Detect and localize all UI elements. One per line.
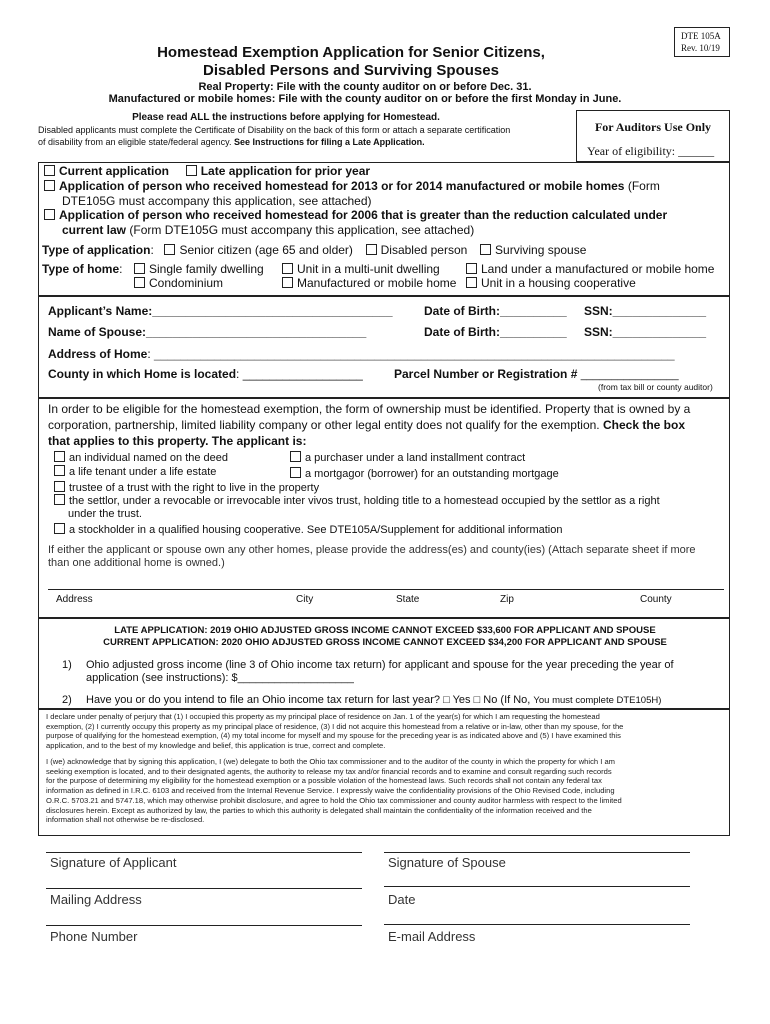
current-income-limit: CURRENT APPLICATION: 2020 OHIO ADJUSTED GROSS INCOME CANNOT EXCEED $34,200 FOR APPLICANT AND SPOUSE [103, 637, 667, 648]
applicant-name-row [48, 304, 393, 318]
ownership-intro-3: that applies to this property. The applicant is: [48, 434, 307, 448]
income-q2-row[interactable] [86, 694, 661, 706]
declaration-authority-line: seeking exemption is located, and to their designated agents, the authority to release my tax and/or financial records and to examine and consult regarding such records [46, 766, 612, 776]
income-q2-text: Have you or do you intend to file an Ohio income tax return for last year? □ Yes □ No (If No, [86, 694, 531, 706]
owner-purchaser-checkbox[interactable] [290, 451, 301, 462]
income-q2-note: You must complete DTE105H) [533, 695, 662, 706]
filing-manufactured: Manufactured or mobile homes: File with the county auditor on or before the first Monday in June. [108, 93, 622, 105]
owner-settlor[interactable] [54, 494, 660, 507]
multi-unit-label: Unit in a multi-unit dwelling [297, 262, 440, 276]
prior-2013-form-note-2: DTE105G must accompany this application, see attached) [62, 194, 372, 208]
phone-number-line[interactable] [46, 925, 362, 926]
prior-2013-checkbox[interactable] [44, 180, 55, 191]
spouse-dob-field[interactable]: Date of Birth:__________ [424, 325, 567, 339]
check-the-box-text: Check the box [602, 418, 685, 432]
owner-settlor-checkbox[interactable] [54, 494, 65, 505]
income-q1-field[interactable]: application (see instructions): $___________________ [86, 672, 354, 684]
condominium-checkbox[interactable] [134, 277, 145, 288]
address-of-home-row [48, 347, 675, 361]
other-home-state-label: State [396, 594, 420, 605]
other-home-zip-label: Zip [500, 594, 514, 605]
type-of-application [42, 243, 586, 257]
other-home-county-label: County [640, 594, 672, 605]
declaration-authority-line: disclosures herein. Except as authorized by law, the parties to which this authority is delegated shall maintain the confidentiality of the information received and the [46, 805, 592, 815]
home-condominium[interactable] [134, 276, 223, 290]
prior-2006-form-note: (Form DTE105G must accompany this application, see attached) [129, 223, 475, 237]
land-under-label: Land under a manufactured or mobile home [481, 262, 715, 276]
home-single-family[interactable] [134, 262, 264, 276]
senior-checkbox[interactable] [164, 244, 175, 255]
county-row [48, 367, 363, 381]
single-family-label: Single family dwelling [149, 262, 264, 276]
manufactured-label: Manufactured or mobile home [297, 276, 457, 290]
owner-settlor-label: the settlor, under a revocable or irrevocable inter vivos trust, holding title to a homestead occupied by the settlor as a right [69, 495, 660, 507]
multi-unit-checkbox[interactable] [282, 263, 293, 274]
owner-stockholder-checkbox[interactable] [54, 523, 65, 534]
owner-life-tenant-label: a life tenant under a life estate [69, 466, 217, 478]
ownership-intro-1: In order to be eligible for the homestead exemption, the form of ownership must be identified. Property that is owned by a [48, 402, 691, 416]
parcel-label: Parcel Number or Registration # [394, 367, 578, 381]
type-of-application-label: Type of application [42, 243, 151, 257]
income-q1-text-1: Ohio adjusted gross income (line 3 of Ohio income tax return) for applicant and spouse for the year preceding the year of [86, 659, 674, 671]
other-homes-text-2: than one additional home is owned.) [48, 557, 225, 569]
disabled-label: Disabled person [380, 243, 468, 257]
declaration-perjury-line: application, and to the best of my knowledge and belief, this application is true, correct and complete. [46, 741, 386, 751]
surviving-spouse-label: Surviving spouse [495, 243, 587, 257]
owner-mortgagor-label: a mortgagor (borrower) for an outstanding mortgage [305, 468, 559, 480]
owner-trustee-label: trustee of a trust with the right to live in the property [69, 482, 320, 494]
home-multi-unit[interactable] [282, 262, 440, 276]
prior-2006-current-law: current law [62, 223, 127, 237]
owner-settlor-line-2: under the trust. [68, 508, 142, 520]
prior-2006-line-2 [62, 223, 474, 237]
prior-2013-form-note: (Form [627, 179, 660, 193]
single-family-checkbox[interactable] [134, 263, 145, 274]
owner-individual-label: an individual named on the deed [69, 452, 229, 464]
date-label: Date [388, 892, 416, 907]
owner-individual[interactable] [54, 451, 228, 464]
owner-stockholder-label: a stockholder in a qualified housing cooperative. See DTE105A/Supplement for additional information [69, 524, 563, 536]
spouse-name-field[interactable]: _________________________________ [146, 325, 367, 339]
home-cooperative[interactable] [466, 276, 636, 290]
declaration-perjury-line: purpose of qualifying for the homestead exemption, (4) my total income for myself and my spouse for the preceding year is as indicated above and (5) I have examined this [46, 731, 621, 741]
income-q2-number: 2) [62, 694, 72, 706]
disabled-instructions-2-text: of disability from an eligible state/federal agency. [38, 137, 232, 147]
prior-2006-label: Application of person who received homestead for 2006 that is greater than the reduction calculated under [59, 208, 668, 222]
disabled-instructions-2 [38, 137, 425, 147]
declaration-authority-line: for the purpose of determining my eligibility for the homestead exemption or a possible violation of the homestead laws. Such records shall not contain any federal tax [46, 776, 602, 786]
declaration-authority-line: O.R.C. 5703.21 and 5747.18, which may otherwise prohibit disclosure, and agree to hold the Ohio tax commissioner and county auditor harmless with respect to the limited [46, 795, 622, 805]
income-q1-number: 1) [62, 659, 72, 671]
spouse-ssn-field[interactable]: SSN:______________ [584, 325, 707, 339]
late-application-label: Late application for prior year [200, 164, 371, 178]
applicant-dob-field[interactable]: Date of Birth:__________ [424, 304, 567, 318]
current-application-label: Current application [59, 164, 170, 178]
declaration-authority-line: information as defined in I.R.C. 6103 and received from the Internal Revenue Service. I expressly waive the confidentiality provisions of the Ohio Revised Code, including [46, 786, 615, 796]
prior-2006-checkbox[interactable] [44, 209, 55, 220]
parcel-field[interactable]: ________________ [580, 369, 679, 381]
owner-purchaser[interactable] [290, 451, 525, 464]
senior-label: Senior citizen (age 65 and older) [179, 243, 353, 257]
prior-2006-option[interactable] [44, 208, 667, 222]
applicant-ssn-field[interactable]: SSN:______________ [584, 304, 707, 318]
owner-stockholder[interactable] [54, 523, 562, 536]
applicant-name-field[interactable]: ____________________________________ [152, 304, 393, 318]
applicant-signature-label: Signature of Applicant [50, 855, 177, 870]
read-all-instructions: Please read ALL the instructions before applying for Homestead. [132, 112, 440, 123]
condominium-label: Condominium [149, 276, 224, 290]
email-label: E-mail Address [388, 929, 476, 944]
disabled-instructions-1: Disabled applicants must complete the Certificate of Disability on the back of this form or attach a separate certification [38, 125, 511, 135]
type-of-home-label: Type of home [42, 262, 120, 276]
cooperative-checkbox[interactable] [466, 277, 477, 288]
filing-real-property: Real Property: File with the county auditor on or before Dec. 31. [198, 81, 532, 93]
other-home-address-label: Address [56, 594, 93, 605]
address-of-home-colon: : [147, 347, 151, 361]
phone-number-label: Phone Number [50, 929, 138, 944]
auditor-box-heading: For Auditors Use Only [594, 120, 712, 134]
late-income-limit: LATE APPLICATION: 2019 OHIO ADJUSTED GROSS INCOME CANNOT EXCEED $33,600 FOR APPLICANT AND SPOUSE [114, 625, 656, 636]
mailing-address-label: Mailing Address [50, 892, 142, 907]
prior-2013-label: Application of person who received homestead for 2013 or for 2014 manufactured or mobile homes [59, 179, 625, 193]
other-homes-text-1: If either the applicant or spouse own any other homes, please provide the address(es) and county(ies) (Attach separate sheet if more [48, 544, 696, 556]
prior-2013-option[interactable] [44, 179, 660, 193]
declaration-perjury [46, 712, 726, 751]
type-of-application-colon: : [150, 243, 154, 257]
declaration-authority-line: I (we) acknowledge that by signing this application, I (we) delegate to both the Ohio tax commissioner and to the auditor of the county in which the property for which I am [46, 757, 615, 766]
spouse-name-label: Name of Spouse: [48, 325, 147, 339]
form-code-number: DTE 105A [681, 31, 721, 41]
county-label: County in which Home is located [48, 367, 237, 381]
type-of-home-colon: : [119, 262, 123, 276]
surviving-spouse-checkbox[interactable] [480, 244, 491, 255]
ownership-intro-2-text: corporation, partnership, limited liability company or other legal entity does not qualify for the exemption. [48, 418, 600, 432]
email-line[interactable] [384, 924, 690, 925]
parcel-row [394, 367, 679, 381]
auditor-use-box [576, 110, 730, 162]
page-title: Homestead Exemption Application for Senior Citizens, [157, 44, 545, 61]
owner-mortgagor[interactable] [290, 467, 559, 480]
current-application-checkbox[interactable] [44, 165, 55, 176]
date-line[interactable] [384, 886, 690, 887]
owner-trustee[interactable] [54, 481, 319, 494]
late-application-instructions: See Instructions for filing a Late Application. [233, 137, 425, 147]
spouse-signature-line[interactable] [384, 852, 690, 853]
owner-individual-checkbox[interactable] [54, 451, 65, 462]
applicant-signature-line[interactable] [46, 852, 362, 853]
current-application-option[interactable] [44, 164, 370, 178]
declaration-perjury-line: exemption, (2) I currently occupy this property as my principal place of residence, (3) I did not acquire this homestead from a relative or in-law, other than my spouse, for the [46, 721, 624, 731]
other-home-address-line[interactable] [48, 589, 724, 590]
manufactured-checkbox[interactable] [282, 277, 293, 288]
spouse-name-row [48, 325, 366, 339]
owner-trustee-checkbox[interactable] [54, 481, 65, 492]
owner-life-tenant[interactable] [54, 465, 216, 478]
declaration-authority [46, 757, 726, 825]
owner-mortgagor-checkbox[interactable] [290, 467, 301, 478]
parcel-note: (from tax bill or county auditor) [598, 382, 713, 392]
spouse-signature-label: Signature of Spouse [388, 855, 506, 870]
page-subtitle: Disabled Persons and Surviving Spouses [203, 62, 499, 79]
type-of-home-label-row [42, 262, 122, 276]
applicant-name-label: Applicant’s Name: [48, 304, 153, 318]
county-colon: : [236, 367, 240, 381]
form-code-revision: Rev. 10/19 [681, 43, 720, 53]
owner-life-tenant-checkbox[interactable] [54, 465, 65, 476]
home-land-under[interactable] [466, 262, 714, 276]
home-manufactured[interactable] [282, 276, 456, 290]
land-under-checkbox[interactable] [466, 263, 477, 274]
other-home-city-label: City [296, 594, 314, 605]
cooperative-label: Unit in a housing cooperative [481, 276, 636, 290]
county-field[interactable]: __________________ [242, 367, 363, 381]
ownership-intro-2 [48, 418, 685, 432]
disabled-checkbox[interactable] [366, 244, 377, 255]
year-of-eligibility: Year of eligibility: ______ [587, 144, 715, 158]
declaration-perjury-line: I declare under penalty of perjury that (1) I occupied this property as my principal place of residence on Jan. 1 of the year(s) for which I am requesting the homestead [46, 712, 600, 721]
owner-purchaser-label: a purchaser under a land installment contract [305, 452, 526, 464]
mailing-address-line[interactable] [46, 888, 362, 889]
declaration-authority-line: information shall not otherwise be re-disclosed. [46, 815, 205, 825]
address-of-home-label: Address of Home [48, 347, 148, 361]
address-of-home-field[interactable]: ______________________________________________________________________________ [154, 347, 675, 361]
late-application-checkbox[interactable] [186, 165, 197, 176]
